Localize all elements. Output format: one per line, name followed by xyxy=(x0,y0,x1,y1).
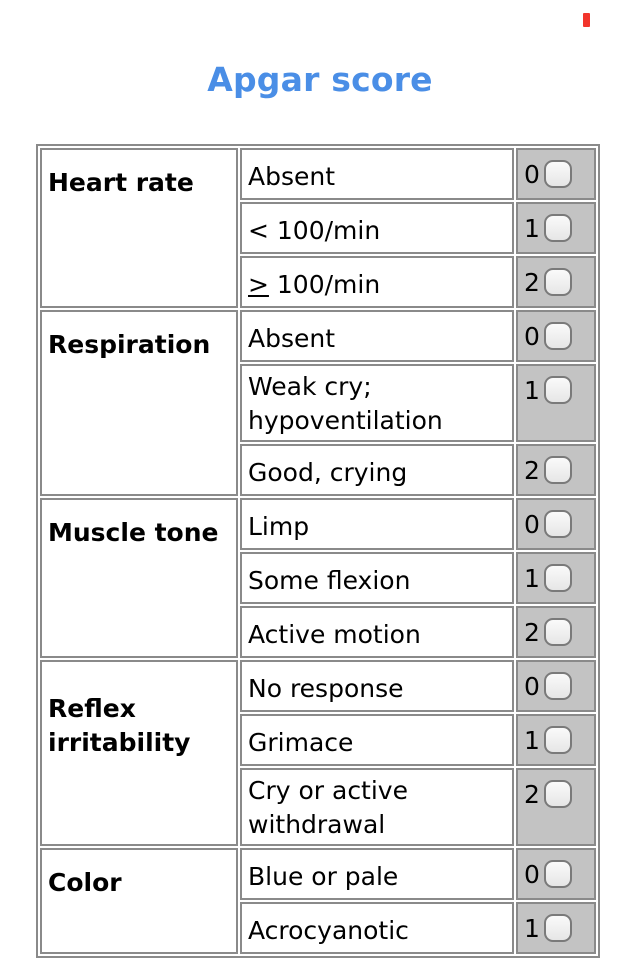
score-cell[interactable] xyxy=(516,444,596,496)
score-cell[interactable] xyxy=(516,364,596,442)
option-label: Good, crying xyxy=(240,444,514,496)
points-value: 1 xyxy=(524,214,540,243)
score-checkbox[interactable] xyxy=(544,322,572,350)
option-label: Absent xyxy=(240,148,514,200)
option-label: Blue or pale xyxy=(240,848,514,900)
table-row xyxy=(40,660,596,712)
score-checkbox[interactable] xyxy=(544,510,572,538)
score-checkbox[interactable] xyxy=(544,214,572,242)
status-indicator xyxy=(583,13,590,27)
category-color: Color xyxy=(40,848,238,954)
points-value: 0 xyxy=(524,322,540,351)
score-cell[interactable] xyxy=(516,714,596,766)
table-row xyxy=(40,848,596,900)
score-checkbox[interactable] xyxy=(544,268,572,296)
option-label: Limp xyxy=(240,498,514,550)
option-label: Acrocyanotic xyxy=(240,902,514,954)
points-value: 0 xyxy=(524,160,540,189)
table-row xyxy=(40,498,596,550)
score-checkbox[interactable] xyxy=(544,564,572,592)
table-row xyxy=(40,148,596,200)
score-cell[interactable] xyxy=(516,768,596,846)
score-cell[interactable] xyxy=(516,256,596,308)
option-label: Grimace xyxy=(240,714,514,766)
score-cell[interactable] xyxy=(516,202,596,254)
points-value: 0 xyxy=(524,510,540,539)
score-cell[interactable] xyxy=(516,498,596,550)
category-muscle-tone: Muscle tone xyxy=(40,498,238,658)
score-checkbox[interactable] xyxy=(544,726,572,754)
option-label: Active motion xyxy=(240,606,514,658)
points-value: 0 xyxy=(524,672,540,701)
points-value: 1 xyxy=(524,376,540,405)
score-cell[interactable] xyxy=(516,310,596,362)
category-respiration: Respiration xyxy=(40,310,238,496)
option-label: Some flexion xyxy=(240,552,514,604)
score-checkbox[interactable] xyxy=(544,672,572,700)
points-value: 2 xyxy=(524,780,540,809)
score-checkbox[interactable] xyxy=(544,456,572,484)
option-label: > 100/min xyxy=(240,256,514,308)
table-row xyxy=(40,310,596,362)
points-value: 0 xyxy=(524,860,540,889)
score-cell[interactable] xyxy=(516,148,596,200)
points-value: 2 xyxy=(524,268,540,297)
score-checkbox[interactable] xyxy=(544,160,572,188)
option-label: Cry or active withdrawal xyxy=(240,768,514,846)
option-label: < 100/min xyxy=(240,202,514,254)
points-value: 2 xyxy=(524,456,540,485)
option-label: No response xyxy=(240,660,514,712)
option-label: Weak cry; hypoventilation xyxy=(240,364,514,442)
points-value: 2 xyxy=(524,618,540,647)
score-cell[interactable] xyxy=(516,552,596,604)
greater-equal-symbol: > xyxy=(248,270,269,299)
score-checkbox[interactable] xyxy=(544,780,572,808)
score-cell[interactable] xyxy=(516,660,596,712)
score-checkbox[interactable] xyxy=(544,914,572,942)
score-checkbox[interactable] xyxy=(544,618,572,646)
category-heart-rate: Heart rate xyxy=(40,148,238,308)
score-cell[interactable] xyxy=(516,902,596,954)
points-value: 1 xyxy=(524,726,540,755)
points-value: 1 xyxy=(524,914,540,943)
category-reflex-irritability: Reflex irritability xyxy=(40,660,238,846)
score-checkbox[interactable] xyxy=(544,376,572,404)
apgar-table xyxy=(36,144,600,958)
page-title: Apgar score xyxy=(207,60,433,99)
score-cell[interactable] xyxy=(516,848,596,900)
points-value: 1 xyxy=(524,564,540,593)
score-cell[interactable] xyxy=(516,606,596,658)
score-checkbox[interactable] xyxy=(544,860,572,888)
option-label: Absent xyxy=(240,310,514,362)
